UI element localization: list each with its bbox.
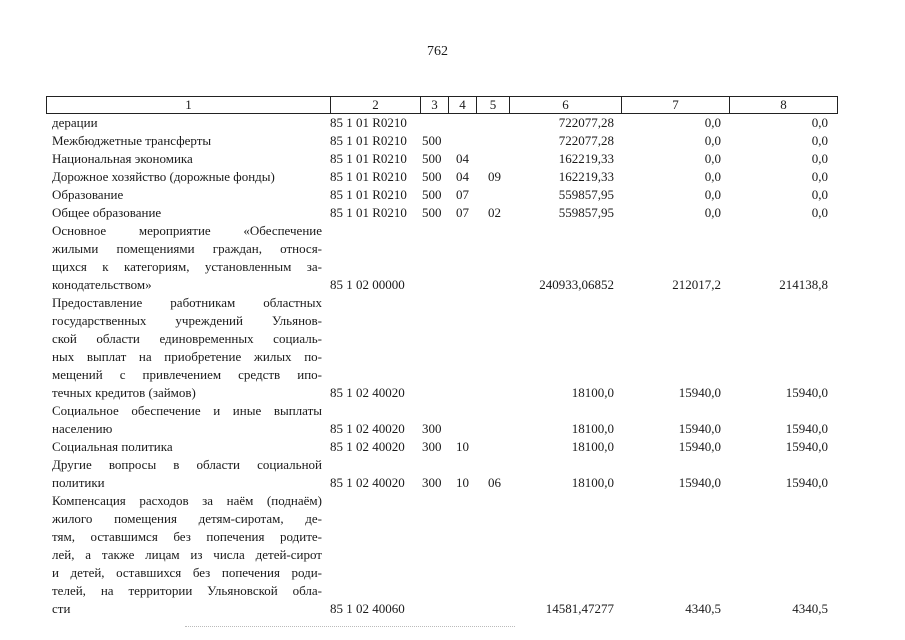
row-value-7: 4340,5 (685, 601, 721, 616)
row-col-4: 10 (456, 439, 469, 454)
row-code: 85 1 01 R0210 (330, 187, 407, 202)
row-value-8: 0,0 (811, 205, 828, 220)
row-name-line: Основное мероприятие «Обеспечение (52, 223, 322, 238)
row-code: 85 1 02 40020 (330, 475, 405, 490)
row-col-3: 300 (422, 475, 442, 490)
row-name-line: ных выплат на приобретение жилых по- (52, 349, 322, 364)
row-value-6: 18100,0 (571, 475, 614, 490)
row-value-8: 0,0 (811, 151, 828, 166)
row-value-8: 15940,0 (785, 439, 828, 454)
row-name (52, 456, 322, 492)
row-col-4: 04 (456, 169, 469, 184)
row-name-line: конодательством» (52, 277, 152, 292)
row-name (52, 294, 322, 402)
row-name (52, 114, 322, 132)
row-value-7: 15940,0 (678, 385, 721, 400)
header-col-8: 8 (780, 97, 787, 112)
row-value-8: 4340,5 (792, 601, 828, 616)
row-code: 85 1 01 R0210 (330, 169, 407, 184)
row-name (52, 132, 322, 150)
row-col-3: 300 (422, 439, 442, 454)
row-code: 85 1 02 00000 (330, 277, 405, 292)
row-value-6: 559857,95 (558, 205, 614, 220)
row-value-7: 15940,0 (678, 421, 721, 436)
row-name (52, 222, 322, 294)
row-value-6: 18100,0 (571, 421, 614, 436)
header-col-5: 5 (477, 97, 510, 113)
row-value-7: 0,0 (704, 187, 721, 202)
row-value-7: 0,0 (704, 169, 721, 184)
row-name-line: Социальная политика (52, 439, 173, 454)
row-value-7: 15940,0 (678, 475, 721, 490)
row-value-6: 240933,06852 (539, 277, 614, 292)
row-col-3: 500 (422, 205, 442, 220)
row-col-3: 500 (422, 169, 442, 184)
row-name-line: Образование (52, 187, 124, 202)
row-name-line: жилыми помещениями граждан, относя- (52, 241, 322, 256)
row-value-6: 559857,95 (558, 187, 614, 202)
row-col-5: 02 (488, 205, 501, 220)
row-value-8: 0,0 (811, 133, 828, 148)
row-name-line: лей, а также лицам из числа детей-сирот (52, 547, 322, 562)
row-name-line: Дорожное хозяйство (дорожные фонды) (52, 169, 275, 184)
row-col-3: 500 (422, 187, 442, 202)
row-col-4: 04 (456, 151, 469, 166)
header-col-3: 3 (421, 97, 449, 113)
row-name-line: Национальная экономика (52, 151, 193, 166)
row-value-7: 15940,0 (678, 439, 721, 454)
row-code: 85 1 02 40060 (330, 601, 405, 616)
row-code: 85 1 01 R0210 (330, 115, 407, 130)
row-name-line: телей, на территории Ульяновской обла- (52, 583, 322, 598)
row-name-line: политики (52, 475, 105, 490)
row-name-line: мещений с привлечением средств ипо- (52, 367, 322, 382)
row-value-6: 18100,0 (571, 439, 614, 454)
row-code: 85 1 01 R0210 (330, 205, 407, 220)
row-value-7: 0,0 (704, 133, 721, 148)
row-col-4: 07 (456, 205, 469, 220)
row-value-7: 0,0 (704, 205, 721, 220)
row-value-8: 15940,0 (785, 385, 828, 400)
row-value-6: 162219,33 (558, 169, 614, 184)
row-name-line: тям, оставшимся без попечения родите- (52, 529, 322, 544)
header-col-7: 7 (622, 97, 730, 113)
row-value-8: 0,0 (811, 169, 828, 184)
row-name-line: жилого помещения детям-сиротам, де- (52, 511, 322, 526)
row-name-line: Другие вопросы в области социальной (52, 457, 322, 472)
row-value-6: 18100,0 (571, 385, 614, 400)
row-value-7: 0,0 (704, 151, 721, 166)
row-code: 85 1 01 R0210 (330, 133, 407, 148)
table-header (46, 96, 838, 114)
header-col-2: 2 (331, 97, 421, 113)
row-name (52, 402, 322, 438)
row-name-line: Предоставление работникам областных (52, 295, 322, 310)
row-name-line: щихся к категориям, установленным за- (52, 259, 322, 274)
row-value-6: 14581,47277 (545, 601, 614, 616)
row-code: 85 1 02 40020 (330, 421, 405, 436)
row-value-7: 212017,2 (672, 277, 721, 292)
row-value-6: 722077,28 (558, 115, 614, 130)
row-name-line: Общее образование (52, 205, 162, 220)
page-bottom-rule (185, 626, 515, 627)
header-col-4: 4 (449, 97, 477, 113)
row-value-8: 214138,8 (779, 277, 828, 292)
row-value-8: 15940,0 (785, 421, 828, 436)
row-name-line: течных кредитов (займов) (52, 385, 196, 400)
page-number: 762 (427, 44, 448, 59)
row-name (52, 150, 322, 168)
row-name-line: Межбюджетные трансферты (52, 133, 212, 148)
row-col-3: 500 (422, 133, 442, 148)
row-name-line: государственных учреждений Ульянов- (52, 313, 322, 328)
header-col-6: 6 (510, 97, 622, 113)
row-value-8: 0,0 (811, 187, 828, 202)
row-code: 85 1 02 40020 (330, 385, 405, 400)
row-code: 85 1 01 R0210 (330, 151, 407, 166)
row-value-6: 722077,28 (558, 133, 614, 148)
row-name (52, 492, 322, 618)
row-name-line: Компенсация расходов за наём (поднаём) (52, 493, 322, 508)
row-col-3: 300 (422, 421, 442, 436)
row-value-8: 0,0 (811, 115, 828, 130)
row-code: 85 1 02 40020 (330, 439, 405, 454)
header-col-1: 1 (47, 97, 331, 113)
row-name-line: сти (52, 601, 71, 616)
row-name-line: населению (52, 421, 113, 436)
row-name-line: и детей, оставшихся без попечения роди- (52, 565, 322, 580)
row-value-8: 15940,0 (785, 475, 828, 490)
row-col-4: 10 (456, 475, 469, 490)
row-name (52, 186, 322, 204)
row-value-7: 0,0 (704, 115, 721, 130)
row-name-line: Социальное обеспечение и иные выплаты (52, 403, 322, 418)
row-name-line: ской области единовременных социаль- (52, 331, 322, 346)
row-name-line: дерации (52, 115, 98, 130)
row-col-3: 500 (422, 151, 442, 166)
row-value-6: 162219,33 (558, 151, 614, 166)
row-name (52, 438, 322, 456)
row-col-4: 07 (456, 187, 469, 202)
row-name (52, 168, 322, 186)
row-col-5: 06 (488, 475, 501, 490)
row-name (52, 204, 322, 222)
row-col-5: 09 (488, 169, 501, 184)
